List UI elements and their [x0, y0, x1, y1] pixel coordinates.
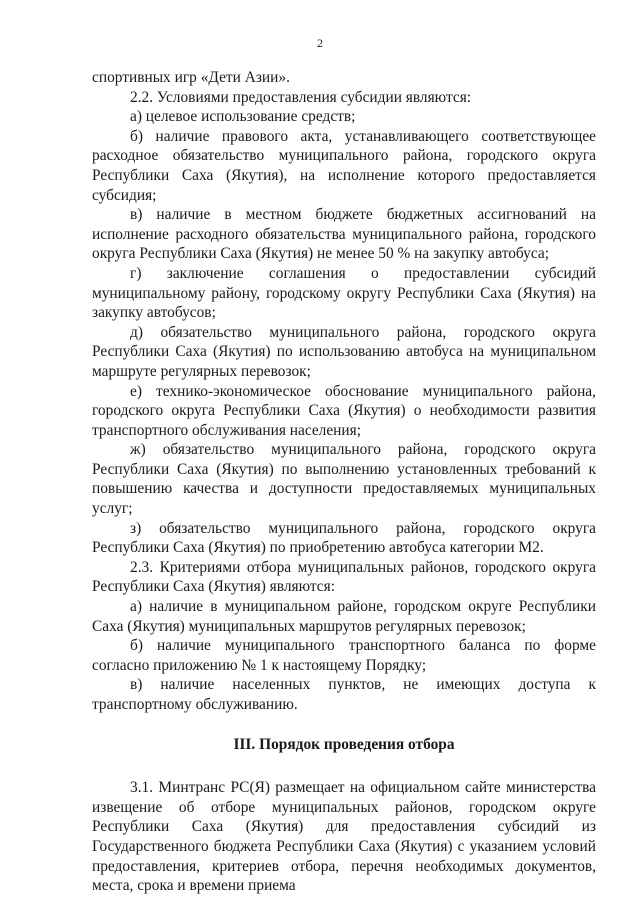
paragraph: 2.2. Условиями предоставления субсидии являются:: [130, 88, 472, 106]
paragraph: 2.3. Критериями отбора муниципальных районов, городского округа Республики Саха (Якутия) являются:: [92, 558, 596, 596]
paragraph: 3.1. Минтранс РС(Я) размещает на официальном сайте министерства извещение об отборе муниципальных районов, городском округе Республики Саха (Якутия) для предоставления субсидий из Государственного бюджета Республики Саха (Якутия) с указанием условий предоставления, критериев отбора, перечня необходимых документов, места, срока и времени приема: [92, 779, 596, 895]
paragraph: б) наличие муниципального транспортного баланса по форме согласно приложению № 1 к настоящему Порядку;: [92, 637, 596, 674]
paragraph: д) обязательство муниципального района, городского округа Республики Саха (Якутия) по использованию автобуса на муниципальном маршруте регулярных перевозок;: [92, 323, 596, 380]
paragraph: а) целевое использование средств;: [130, 108, 356, 126]
paragraph: в) наличие населенных пунктов, не имеющих доступа к транспортному обслуживанию.: [92, 676, 596, 713]
paragraph: г) заключение соглашения о предоставлении субсидий муниципальному району, городскому округу Республики Саха (Якутия) на закупку автобусов;: [92, 264, 596, 322]
paragraph: з) обязательство муниципального района, городского округа Республики Саха (Якутия) по приобретению автобуса категории М2.: [92, 519, 596, 557]
paragraph: в) наличие в местном бюджете бюджетных ассигнований на исполнение расходного обязательства муниципального района, городского округа Республики Саха (Якутия) не менее 50 % на закупку автобуса;: [92, 206, 596, 263]
paragraph: ж) обязательство муниципального района, городского округа Республики Саха (Якутия) по выполнению установленных требований к повышению качества и доступности предоставляемых муниципальных услуг;: [92, 441, 596, 518]
paragraph: а) наличие в муниципальном районе, городском округе Республики Саха (Якутия) муниципальных маршрутов регулярных перевозок;: [92, 598, 596, 635]
paragraph: спортивных игр «Дети Азии».: [92, 69, 290, 86]
page-number: 2: [317, 36, 323, 50]
paragraph: б) наличие правового акта, устанавливающего соответствующее расходное обязательство муниципального района, городского округа Республики Саха (Якутия), на исполнение которого предоставляется субсидия;: [92, 127, 596, 204]
section-heading: III. Порядок проведения отбора: [233, 735, 455, 753]
paragraph: е) технико-экономическое обоснование муниципального района, городского округа Республики Саха (Якутия) о необходимости развития транспортного обслуживания населения;: [92, 382, 596, 439]
document-body: [92, 68, 596, 896]
